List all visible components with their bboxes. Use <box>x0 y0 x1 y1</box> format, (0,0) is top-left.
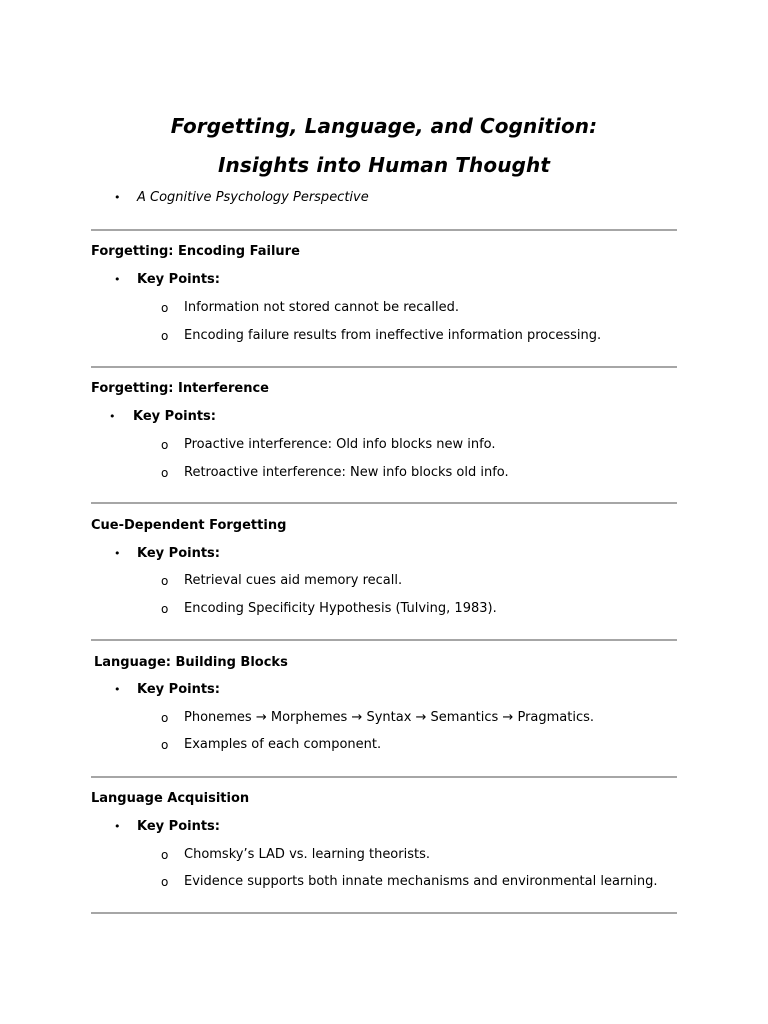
bullet-circle-icon: o <box>161 738 169 752</box>
bullet-disc-icon <box>114 271 121 289</box>
list-item-text: Evidence supports both innate mechanisms and environmental learning. <box>184 874 658 889</box>
bullet-circle-icon: o <box>161 574 169 588</box>
key-points-label: Key Points: <box>137 272 220 287</box>
bullet-circle-icon: o <box>161 711 169 725</box>
list-item-text: Chomsky’s LAD vs. learning theorists. <box>184 847 430 862</box>
bullet-circle-icon: o <box>161 602 169 616</box>
document-title-line-2: Insights into Human Thought <box>218 153 550 177</box>
list-item <box>0 572 768 590</box>
key-points-label: Key Points: <box>137 819 220 834</box>
bullet-disc-icon <box>114 545 121 563</box>
section-heading: Language Acquisition <box>91 791 250 806</box>
list-item-text: Examples of each component. <box>184 737 382 752</box>
list-item <box>0 709 768 727</box>
list-item-text: Retrieval cues aid memory recall. <box>184 573 403 588</box>
list-item <box>0 327 768 345</box>
key-points-row <box>0 681 768 699</box>
list-item-text: Information not stored cannot be recalled. <box>184 300 460 315</box>
section-divider <box>91 366 677 368</box>
list-item <box>0 436 768 454</box>
key-points-row <box>0 818 768 836</box>
section-language-building-blocks <box>0 654 768 774</box>
key-points-row <box>0 408 768 426</box>
section-divider <box>91 229 677 231</box>
bullet-circle-icon: o <box>161 466 169 480</box>
key-points-row <box>0 545 768 563</box>
list-item <box>0 873 768 891</box>
section-heading: Language: Building Blocks <box>94 655 288 670</box>
subtitle-row <box>0 189 768 207</box>
section-heading: Cue-Dependent Forgetting <box>91 518 287 533</box>
section-divider <box>91 912 677 914</box>
list-item-text: Phonemes → Morphemes → Syntax → Semantics → Pragmatics. <box>184 710 595 725</box>
list-item <box>0 299 768 317</box>
bullet-disc-icon <box>109 408 116 426</box>
section-encoding-failure <box>0 243 768 363</box>
section-divider <box>91 776 677 778</box>
section-divider <box>91 639 677 641</box>
section-interference <box>0 380 768 500</box>
list-item-text: Encoding failure results from ineffective information processing. <box>184 328 602 343</box>
bullet-circle-icon: o <box>161 875 169 889</box>
bullet-circle-icon: o <box>161 301 169 315</box>
list-item <box>0 846 768 864</box>
list-item-text: Retroactive interference: New info blocks old info. <box>184 465 509 480</box>
key-points-label: Key Points: <box>137 546 220 561</box>
list-item <box>0 736 768 754</box>
section-heading: Forgetting: Interference <box>91 381 270 396</box>
bullet-disc-icon <box>114 818 121 836</box>
list-item <box>0 600 768 618</box>
section-heading: Forgetting: Encoding Failure <box>91 244 300 259</box>
list-item-text: Encoding Specificity Hypothesis (Tulving, 1983). <box>184 601 497 616</box>
section-language-acquisition <box>0 790 768 910</box>
list-item-text: Proactive interference: Old info blocks new info. <box>184 437 496 452</box>
section-cue-dependent <box>0 517 768 637</box>
document-subtitle: A Cognitive Psychology Perspective <box>137 190 369 205</box>
key-points-label: Key Points: <box>133 409 216 424</box>
bullet-circle-icon: o <box>161 848 169 862</box>
bullet-disc-icon <box>114 681 121 699</box>
section-divider <box>91 502 677 504</box>
bullet-circle-icon: o <box>161 329 169 343</box>
bullet-circle-icon: o <box>161 438 169 452</box>
bullet-disc-icon <box>114 189 121 207</box>
key-points-row <box>0 271 768 289</box>
list-item <box>0 464 768 482</box>
document-title-line-1: Forgetting, Language, and Cognition: <box>170 114 598 138</box>
key-points-label: Key Points: <box>137 682 220 697</box>
